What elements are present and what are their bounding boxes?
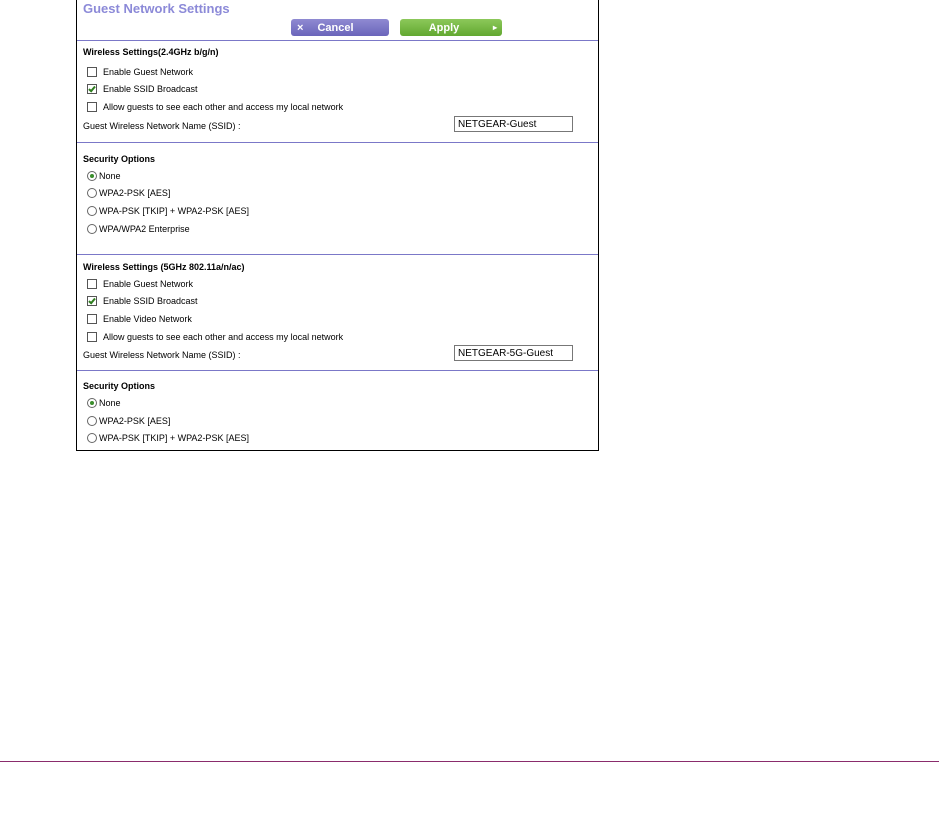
section-divider [77, 142, 598, 143]
enable-guest-network-24-row[interactable] [87, 66, 193, 78]
security-5-wpa-mixed-row[interactable] [87, 432, 249, 444]
security-24-enterprise-label: WPA/WPA2 Enterprise [99, 224, 190, 234]
cancel-button-label: Cancel [317, 21, 354, 34]
enable-guest-network-24-label: Enable Guest Network [103, 67, 194, 77]
section-divider [77, 370, 598, 371]
close-icon: × [297, 21, 304, 34]
enable-guest-network-5-row[interactable] [87, 278, 193, 290]
security-5-wpa2-label: WPA2-PSK [AES] [99, 416, 171, 426]
security-24-wpa-mixed-radio[interactable] [87, 206, 97, 216]
page-footer-rule [0, 761, 939, 762]
security-5-wpa-mixed-radio[interactable] [87, 433, 97, 443]
security-5-none-row[interactable] [87, 397, 121, 409]
section-divider [77, 254, 598, 255]
allow-guests-24-label: Allow guests to see each other and access my local network [103, 102, 344, 112]
wireless-24-heading: Wireless Settings(2.4GHz b/g/n) [83, 47, 219, 57]
security-24-wpa-mixed-row[interactable] [87, 205, 249, 217]
guest-network-settings-panel [76, 0, 599, 451]
enable-ssid-broadcast-5-row[interactable] [87, 295, 198, 307]
ssid-24-label: Guest Wireless Network Name (SSID) : [83, 121, 241, 131]
ssid-5-label: Guest Wireless Network Name (SSID) : [83, 350, 241, 360]
security-24-wpa-mixed-label: WPA-PSK [TKIP] + WPA2-PSK [AES] [99, 206, 249, 216]
enable-ssid-broadcast-24-label: Enable SSID Broadcast [103, 84, 198, 94]
allow-guests-24-row[interactable] [87, 101, 343, 113]
security-5-wpa2-row[interactable] [87, 415, 170, 427]
security-24-none-radio[interactable] [87, 171, 97, 181]
arrow-right-icon: ▸ [492, 23, 497, 32]
apply-button[interactable] [400, 19, 502, 36]
enable-video-network-5-row[interactable] [87, 313, 192, 325]
allow-guests-5-label: Allow guests to see each other and access my local network [103, 332, 344, 342]
ssid-5-input[interactable] [454, 345, 573, 361]
security-24-none-label: None [99, 171, 121, 181]
enable-guest-network-5-checkbox[interactable] [87, 279, 97, 289]
security-5-none-radio[interactable] [87, 398, 97, 408]
allow-guests-5-checkbox[interactable] [87, 332, 97, 342]
enable-ssid-broadcast-24-checkbox[interactable] [87, 84, 97, 94]
enable-ssid-broadcast-24-row[interactable] [87, 83, 198, 95]
enable-ssid-broadcast-5-label: Enable SSID Broadcast [103, 296, 198, 306]
allow-guests-5-row[interactable] [87, 331, 343, 343]
enable-ssid-broadcast-5-checkbox[interactable] [87, 296, 97, 306]
security-5-wpa-mixed-label: WPA-PSK [TKIP] + WPA2-PSK [AES] [99, 433, 249, 443]
security-24-heading: Security Options [83, 154, 156, 164]
apply-button-label: Apply [428, 21, 460, 34]
security-24-wpa2-label: WPA2-PSK [AES] [99, 188, 171, 198]
security-5-none-label: None [99, 398, 121, 408]
security-24-none-row[interactable] [87, 170, 121, 182]
enable-guest-network-5-label: Enable Guest Network [103, 279, 194, 289]
enable-video-network-5-label: Enable Video Network [103, 314, 192, 324]
security-5-wpa2-radio[interactable] [87, 416, 97, 426]
allow-guests-24-checkbox[interactable] [87, 102, 97, 112]
cancel-button[interactable] [291, 19, 389, 36]
page-title: Guest Network Settings [83, 1, 230, 16]
wireless-5-heading: Wireless Settings (5GHz 802.11a/n/ac) [83, 262, 245, 272]
security-24-wpa2-row[interactable] [87, 187, 170, 199]
security-5-heading: Security Options [83, 381, 156, 391]
enable-guest-network-24-checkbox[interactable] [87, 67, 97, 77]
enable-video-network-5-checkbox[interactable] [87, 314, 97, 324]
section-divider [77, 40, 598, 41]
security-24-enterprise-radio[interactable] [87, 224, 97, 234]
security-24-enterprise-row[interactable] [87, 223, 190, 235]
security-24-wpa2-radio[interactable] [87, 188, 97, 198]
ssid-24-input[interactable] [454, 116, 573, 132]
